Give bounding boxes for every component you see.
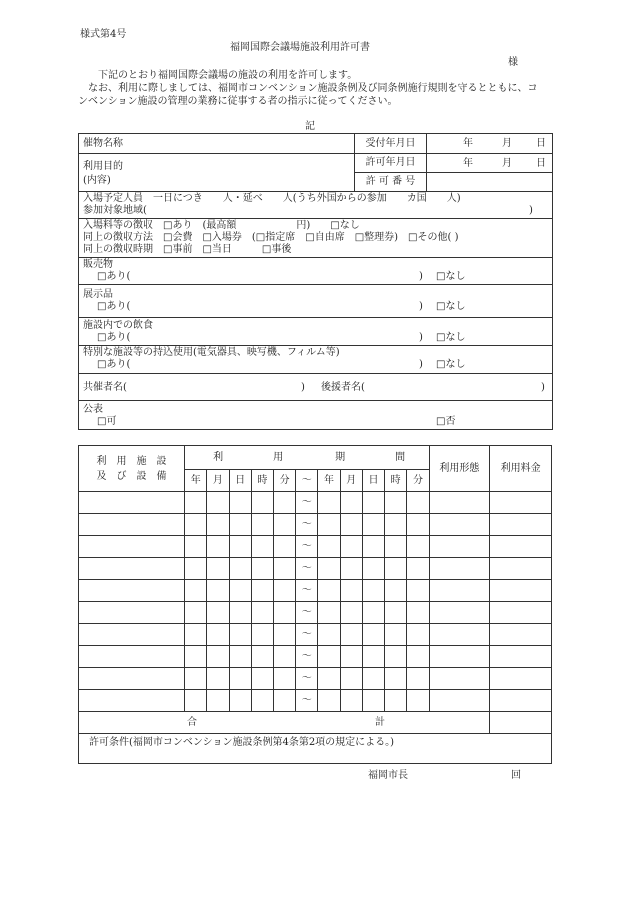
facility-header <box>79 446 185 492</box>
usage-form-field[interactable] <box>429 580 490 602</box>
permit-conditions-cell[interactable] <box>79 734 552 764</box>
usage-form-header: 利用形態 <box>429 446 490 492</box>
usage-row <box>79 514 552 536</box>
exhibits-close-paren: ) <box>419 301 423 312</box>
total-char-2: 計 <box>375 717 385 728</box>
facility-field[interactable] <box>79 536 185 558</box>
time-field[interactable] <box>362 668 384 690</box>
publish-cell[interactable] <box>79 401 553 430</box>
time-field[interactable] <box>362 646 384 668</box>
tilde-separator: 〜 <box>296 690 318 712</box>
exhibits-yes-checkbox[interactable]: □あり( <box>97 301 131 312</box>
intro-text-1: 下記のとおり福岡国際会議場の施設の利用を許可します。 <box>98 70 358 81</box>
time-field[interactable] <box>229 558 251 580</box>
document-title: 福岡国際会議場施設利用許可書 <box>230 42 370 53</box>
cosponsor-label: 共催者名( <box>83 382 127 393</box>
time-field[interactable] <box>385 558 407 580</box>
publish-no-checkbox[interactable]: □否 <box>436 416 456 427</box>
time-field[interactable] <box>251 690 273 712</box>
publish-yes-checkbox[interactable]: □可 <box>97 416 117 427</box>
facility-field[interactable] <box>79 558 185 580</box>
sales-cell[interactable] <box>79 258 553 285</box>
total-fee-field[interactable] <box>490 712 552 734</box>
time-field[interactable] <box>407 580 429 602</box>
time-unit-header: 分 <box>407 470 429 492</box>
time-field[interactable] <box>340 668 362 690</box>
time-field[interactable] <box>229 690 251 712</box>
facility-field[interactable] <box>79 690 185 712</box>
time-field[interactable] <box>318 646 340 668</box>
time-field[interactable] <box>251 646 273 668</box>
facility-field[interactable] <box>79 668 185 690</box>
region-close-paren: ) <box>529 205 533 216</box>
time-field[interactable] <box>362 514 384 536</box>
usage-fee-field[interactable] <box>490 690 552 712</box>
time-field[interactable] <box>207 514 229 536</box>
exhibits-none-checkbox[interactable]: □なし <box>436 301 466 312</box>
time-field[interactable] <box>340 536 362 558</box>
time-field[interactable] <box>185 558 207 580</box>
purpose-label: 利用目的 <box>83 161 123 172</box>
intro-line-2 <box>78 83 538 108</box>
food-yes-checkbox[interactable]: □あり( <box>97 332 131 343</box>
content-label: (内容) <box>83 175 111 186</box>
time-field[interactable] <box>251 558 273 580</box>
tilde-separator: 〜 <box>296 580 318 602</box>
time-field[interactable] <box>273 580 295 602</box>
intro-line-1 <box>78 70 538 83</box>
sponsor-cell[interactable] <box>79 374 553 401</box>
usage-row <box>79 646 552 668</box>
usage-form-field[interactable] <box>429 536 490 558</box>
time-field[interactable] <box>407 492 429 514</box>
usage-row <box>79 558 552 580</box>
time-field[interactable] <box>407 536 429 558</box>
purpose-cell[interactable] <box>79 154 355 192</box>
time-field[interactable] <box>362 492 384 514</box>
time-unit-header: 日 <box>229 470 251 492</box>
time-unit-header: 時 <box>251 470 273 492</box>
period-char: 間 <box>395 452 406 463</box>
time-field[interactable] <box>318 668 340 690</box>
usage-row <box>79 602 552 624</box>
usage-fee-field[interactable] <box>490 492 552 514</box>
facility-field[interactable] <box>79 602 185 624</box>
usage-fee-field[interactable] <box>490 668 552 690</box>
time-field[interactable] <box>185 602 207 624</box>
time-field[interactable] <box>340 514 362 536</box>
time-unit-header: 時 <box>385 470 407 492</box>
intro-text-2: なお、利用に際しましては、福岡市コンベンション施設条例及び同条例施行規則を守るとともに、コンベンション施設の管理の業務に従事する者の指示に従ってください。 <box>78 83 538 107</box>
time-field[interactable] <box>273 514 295 536</box>
time-unit-header: 〜 <box>296 470 318 492</box>
time-field[interactable] <box>207 558 229 580</box>
time-field[interactable] <box>318 492 340 514</box>
time-field[interactable] <box>385 668 407 690</box>
time-field[interactable] <box>318 558 340 580</box>
time-field[interactable] <box>207 602 229 624</box>
time-field[interactable] <box>273 690 295 712</box>
time-field[interactable] <box>318 514 340 536</box>
permit-date-field[interactable] <box>427 154 553 173</box>
time-field[interactable] <box>185 492 207 514</box>
time-field[interactable] <box>185 536 207 558</box>
time-field[interactable] <box>318 690 340 712</box>
time-field[interactable] <box>273 624 295 646</box>
tilde-separator: 〜 <box>296 668 318 690</box>
usage-row <box>79 536 552 558</box>
supporter-close-paren: ) <box>541 382 545 393</box>
facility-field[interactable] <box>79 514 185 536</box>
time-field[interactable] <box>385 602 407 624</box>
usage-fee-field[interactable] <box>490 514 552 536</box>
ymd-year: 年 <box>463 138 473 149</box>
time-field[interactable] <box>340 602 362 624</box>
special-equipment-cell[interactable] <box>79 346 553 374</box>
time-field[interactable] <box>229 668 251 690</box>
tilde-separator: 〜 <box>296 492 318 514</box>
time-field[interactable] <box>340 624 362 646</box>
time-field[interactable] <box>318 602 340 624</box>
time-unit-header: 日 <box>362 470 384 492</box>
time-unit-header: 年 <box>318 470 340 492</box>
sales-close-paren: ) <box>419 271 423 282</box>
event-name-label: 催物名称 <box>83 137 123 149</box>
time-field[interactable] <box>362 602 384 624</box>
time-field[interactable] <box>207 668 229 690</box>
time-field[interactable] <box>385 536 407 558</box>
usage-form-field[interactable] <box>429 690 490 712</box>
cosponsor-close-paren: ) <box>301 382 305 393</box>
usage-fee-field[interactable] <box>490 624 552 646</box>
time-field[interactable] <box>385 690 407 712</box>
total-char-1: 合 <box>187 717 197 728</box>
addressee-suffix: 様 <box>508 57 518 68</box>
usage-fee-header: 利用料金 <box>490 446 552 492</box>
usage-row <box>79 668 552 690</box>
usage-fee-field[interactable] <box>490 646 552 668</box>
ymd-month: 月 <box>502 158 512 169</box>
sales-none-checkbox[interactable]: □なし <box>436 271 466 282</box>
time-field[interactable] <box>318 580 340 602</box>
usage-form-field[interactable] <box>429 602 490 624</box>
time-field[interactable] <box>340 492 362 514</box>
time-field[interactable] <box>362 690 384 712</box>
time-field[interactable] <box>251 668 273 690</box>
application-details-table <box>78 133 553 430</box>
ymd-day: 日 <box>536 138 546 149</box>
time-field[interactable] <box>385 514 407 536</box>
time-field[interactable] <box>273 602 295 624</box>
facility-field[interactable] <box>79 492 185 514</box>
time-field[interactable] <box>185 668 207 690</box>
time-field[interactable] <box>185 514 207 536</box>
time-field[interactable] <box>229 580 251 602</box>
time-field[interactable] <box>407 514 429 536</box>
time-field[interactable] <box>385 624 407 646</box>
usage-form-field[interactable] <box>429 624 490 646</box>
special-yes-checkbox[interactable]: □あり( <box>97 359 131 370</box>
time-field[interactable] <box>251 492 273 514</box>
usage-form-field[interactable] <box>429 668 490 690</box>
time-field[interactable] <box>229 624 251 646</box>
time-field[interactable] <box>340 646 362 668</box>
time-field[interactable] <box>385 646 407 668</box>
usage-fee-field[interactable] <box>490 602 552 624</box>
tilde-separator: 〜 <box>296 536 318 558</box>
food-cell[interactable] <box>79 318 553 346</box>
time-field[interactable] <box>185 580 207 602</box>
time-field[interactable] <box>273 492 295 514</box>
time-field[interactable] <box>185 690 207 712</box>
total-row-label <box>79 712 490 734</box>
time-field[interactable] <box>229 602 251 624</box>
time-field[interactable] <box>385 580 407 602</box>
time-field[interactable] <box>185 624 207 646</box>
food-none-checkbox[interactable]: □なし <box>436 332 466 343</box>
time-unit-header: 分 <box>273 470 295 492</box>
fee-cell[interactable] <box>79 219 553 258</box>
exhibits-cell[interactable] <box>79 285 553 318</box>
time-field[interactable] <box>207 536 229 558</box>
mayor-label: 福岡市長 <box>368 770 408 781</box>
special-none-checkbox[interactable]: □なし <box>436 359 466 370</box>
time-field[interactable] <box>407 624 429 646</box>
fee-method-line: 同上の徴収方法 □会費 □入場券 (□指定席 □自由席 □整理券) □その他( ) <box>83 232 459 243</box>
attendance-line: 入場予定人員 一日につき 人・延べ 人(うち外国からの参加 カ国 人) <box>83 193 461 204</box>
time-field[interactable] <box>207 624 229 646</box>
facility-header-line-1: 利 用 施 設 <box>96 455 167 467</box>
received-date-field[interactable] <box>427 134 553 154</box>
time-field[interactable] <box>251 580 273 602</box>
time-field[interactable] <box>407 668 429 690</box>
period-char: 利 <box>213 452 224 463</box>
usage-form-field[interactable] <box>429 558 490 580</box>
period-header <box>185 446 430 470</box>
permit-no-field[interactable] <box>427 173 553 192</box>
time-field[interactable] <box>273 558 295 580</box>
permit-conditions-label: 許可条件(福岡市コンベンション施設条例第4条第2項の規定による。) <box>89 737 395 748</box>
usage-fee-field[interactable] <box>490 558 552 580</box>
facility-field[interactable] <box>79 580 185 602</box>
seal-mark: 回 <box>511 770 521 781</box>
time-unit-header: 年 <box>185 470 207 492</box>
time-field[interactable] <box>229 492 251 514</box>
event-name-cell[interactable] <box>79 134 355 154</box>
ymd-month: 月 <box>502 138 512 149</box>
usage-row <box>79 624 552 646</box>
time-unit-header: 月 <box>340 470 362 492</box>
sales-yes-checkbox[interactable]: □あり( <box>97 271 131 282</box>
time-field[interactable] <box>207 492 229 514</box>
tilde-separator: 〜 <box>296 514 318 536</box>
usage-form-field[interactable] <box>429 646 490 668</box>
usage-form-field[interactable] <box>429 492 490 514</box>
period-char: 期 <box>335 452 346 463</box>
time-field[interactable] <box>251 536 273 558</box>
period-char: 用 <box>273 452 284 463</box>
time-field[interactable] <box>273 668 295 690</box>
special-equipment-label: 特別な施設等の持込使用(電気器具、映写機、フィルム等) <box>83 347 340 358</box>
permit-date-label: 許可年月日 <box>355 154 427 173</box>
facility-field[interactable] <box>79 646 185 668</box>
time-field[interactable] <box>207 580 229 602</box>
time-field[interactable] <box>407 602 429 624</box>
time-field[interactable] <box>251 624 273 646</box>
food-label: 施設内での飲食 <box>83 320 153 331</box>
time-field[interactable] <box>207 646 229 668</box>
usage-row <box>79 492 552 514</box>
time-field[interactable] <box>362 580 384 602</box>
facility-field[interactable] <box>79 624 185 646</box>
fee-timing-line: 同上の徴収時期 □事前 □当日 □事後 <box>83 244 292 255</box>
time-field[interactable] <box>318 536 340 558</box>
tilde-separator: 〜 <box>296 646 318 668</box>
tilde-separator: 〜 <box>296 602 318 624</box>
time-field[interactable] <box>385 492 407 514</box>
supporter-label: 後援者名( <box>321 382 365 393</box>
attendance-cell[interactable] <box>79 192 553 219</box>
usage-row <box>79 580 552 602</box>
time-field[interactable] <box>251 514 273 536</box>
time-unit-header: 月 <box>207 470 229 492</box>
food-close-paren: ) <box>419 332 423 343</box>
tilde-separator: 〜 <box>296 558 318 580</box>
time-field[interactable] <box>273 646 295 668</box>
publish-label: 公表 <box>83 404 103 415</box>
time-field[interactable] <box>362 558 384 580</box>
usage-fee-field[interactable] <box>490 580 552 602</box>
time-field[interactable] <box>185 646 207 668</box>
exhibits-label: 展示品 <box>83 289 113 300</box>
usage-form-field[interactable] <box>429 514 490 536</box>
time-field[interactable] <box>229 536 251 558</box>
fee-collection-line: 入場料等の徴収 □あり (最高額 円) □なし <box>83 220 360 231</box>
facility-header-line-2: 及 び 設 備 <box>96 470 167 482</box>
time-field[interactable] <box>407 646 429 668</box>
usage-fee-field[interactable] <box>490 536 552 558</box>
usage-row <box>79 690 552 712</box>
time-field[interactable] <box>251 602 273 624</box>
ymd-year: 年 <box>463 158 473 169</box>
time-field[interactable] <box>229 514 251 536</box>
facility-usage-table <box>78 445 552 764</box>
time-field[interactable] <box>362 536 384 558</box>
time-field[interactable] <box>340 690 362 712</box>
time-field[interactable] <box>340 580 362 602</box>
received-date-label: 受付年月日 <box>355 134 427 154</box>
time-field[interactable] <box>407 558 429 580</box>
time-field[interactable] <box>407 690 429 712</box>
permit-no-label: 許 可 番 号 <box>355 173 427 192</box>
time-field[interactable] <box>273 536 295 558</box>
special-close-paren: ) <box>419 359 423 370</box>
ymd-day: 日 <box>536 158 546 169</box>
form-number: 様式第4号 <box>80 29 127 40</box>
tilde-separator: 〜 <box>296 624 318 646</box>
time-field[interactable] <box>229 646 251 668</box>
time-field[interactable] <box>207 690 229 712</box>
time-field[interactable] <box>362 624 384 646</box>
time-field[interactable] <box>318 624 340 646</box>
sales-label: 販売物 <box>83 259 113 270</box>
ki-label: 記 <box>305 121 315 132</box>
time-field[interactable] <box>340 558 362 580</box>
target-region-line: 参加対象地域( <box>83 205 147 216</box>
